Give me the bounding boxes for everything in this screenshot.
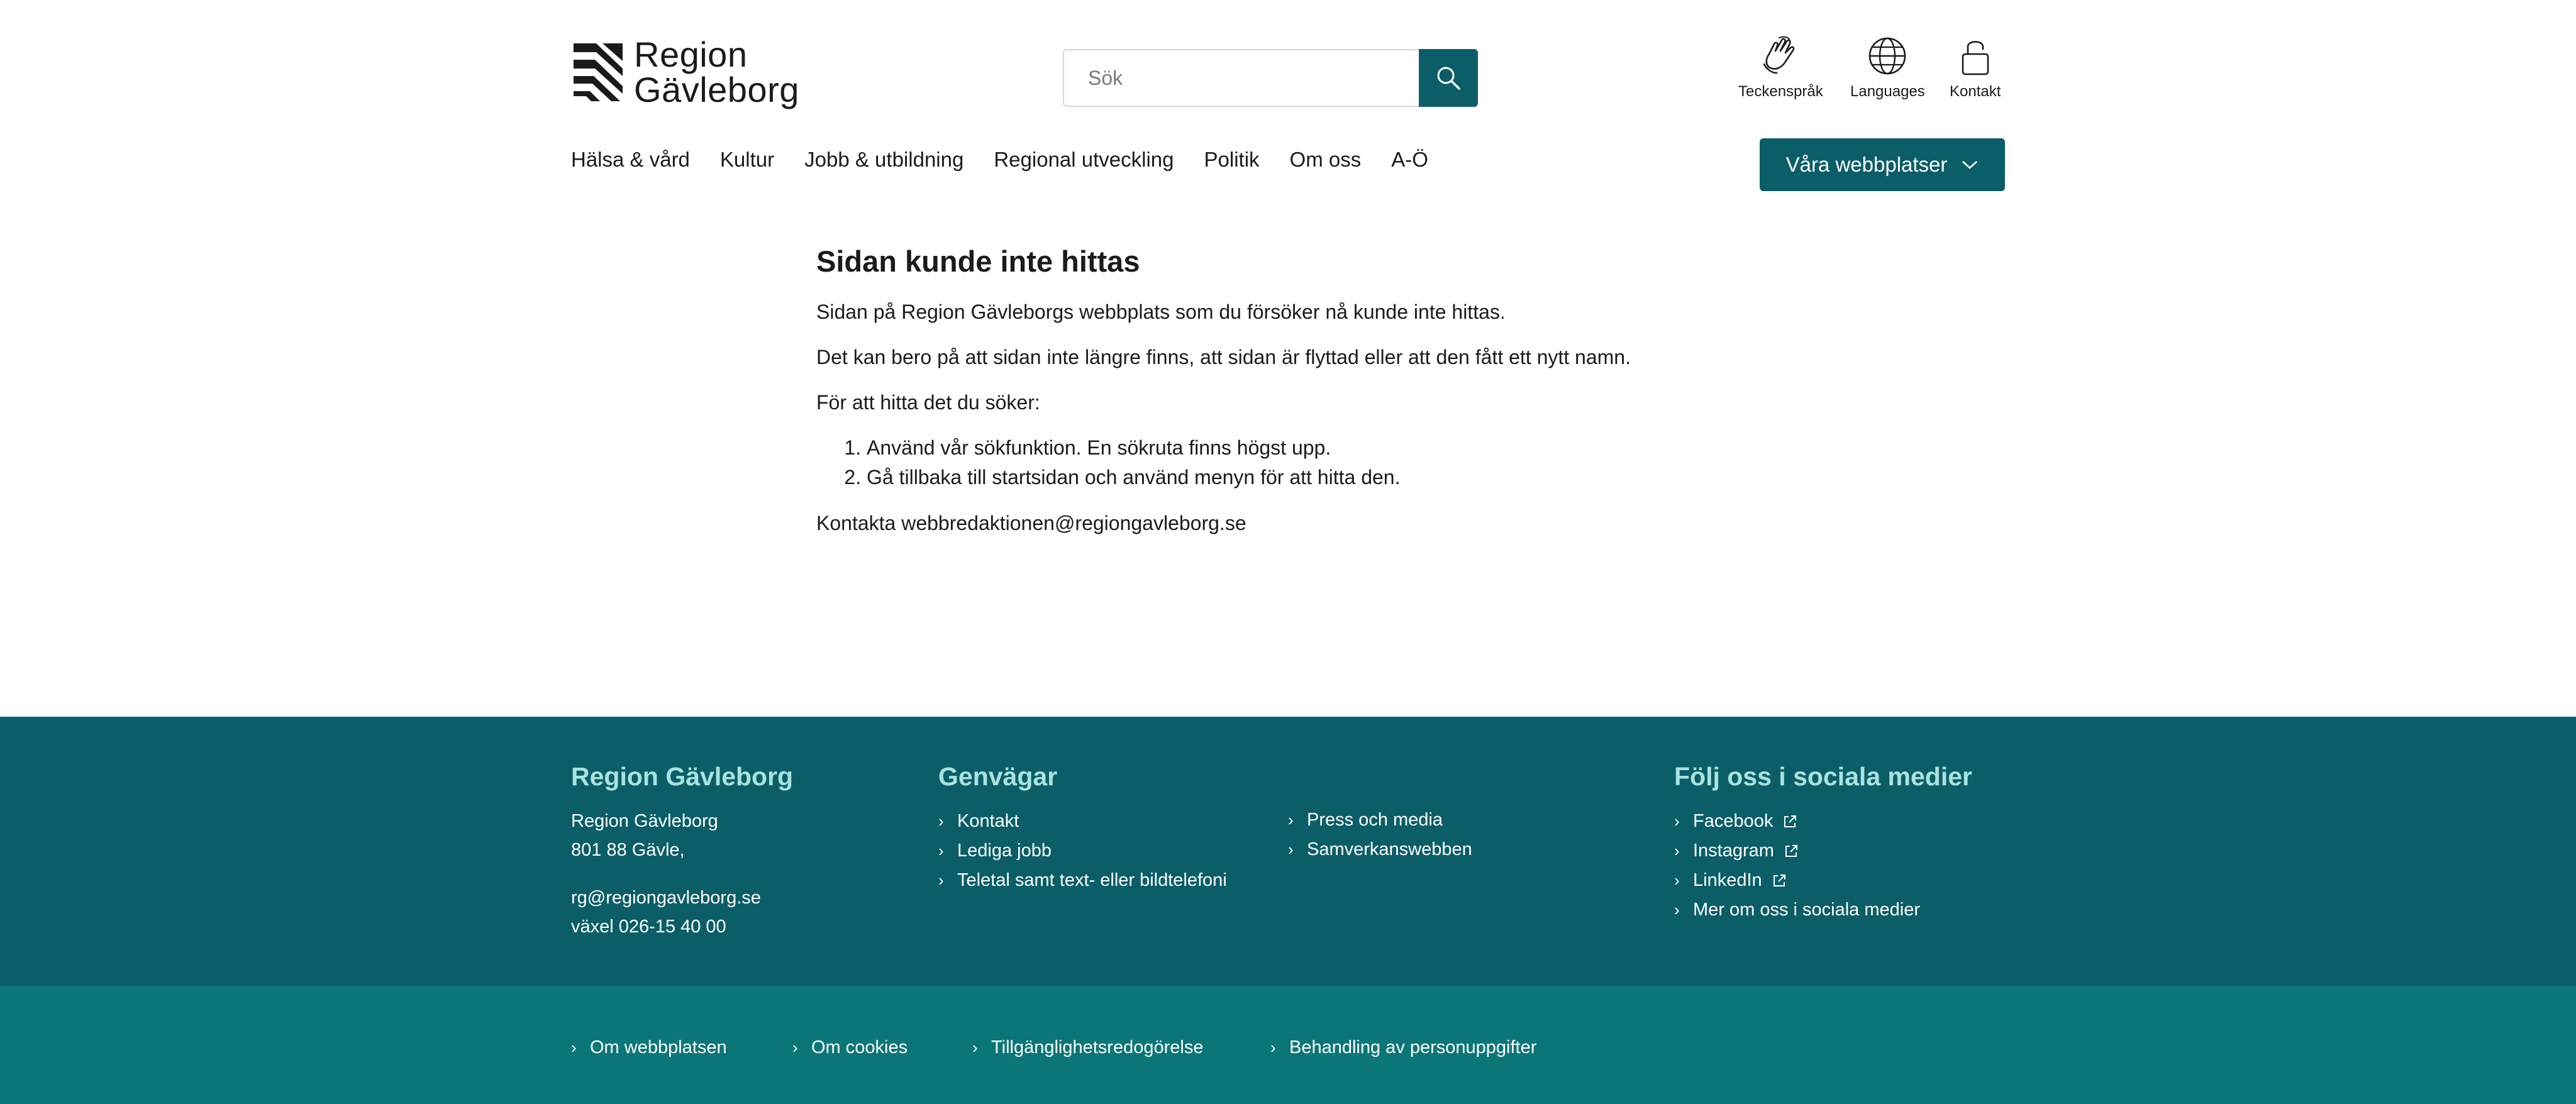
footer-link-label: Kontakt [957, 811, 1019, 831]
search-icon [1436, 65, 1461, 91]
footer-org-phone[interactable]: växel 026-15 40 00 [571, 917, 726, 937]
sign-language-link[interactable] [1738, 35, 1823, 101]
bottom-link-personuppgifter[interactable] [1270, 1037, 1536, 1058]
nav-item-halsa-vard[interactable]: Hälsa & vård [571, 148, 690, 171]
instructions-paragraph: För att hitta det du söker: [816, 391, 1040, 414]
main-navigation [571, 148, 1458, 172]
chevron-right-icon: › [972, 1038, 978, 1057]
chevron-right-icon: › [1288, 840, 1294, 859]
bottom-link-label: Tillgänglighetsredogörelse [991, 1037, 1204, 1057]
list-item: 2. Gå tillbaka till startsidan och använd menyn för att hitta den. [867, 463, 1760, 492]
footer-link-kontakt[interactable] [938, 807, 1227, 836]
steps-list [816, 433, 1760, 492]
footer-org-name: Region Gävleborg [571, 811, 718, 831]
footer-link-label: Facebook [1693, 811, 1774, 831]
footer-social-heading: Följ oss i sociala medier [1674, 762, 1972, 791]
our-websites-button[interactable] [1760, 138, 2005, 191]
search-input[interactable] [1063, 49, 1419, 107]
footer-link-label: LinkedIn [1693, 870, 1762, 890]
contact-label: Kontakt [1950, 83, 2001, 100]
region-gavleborg-logo[interactable] [571, 35, 810, 110]
chevron-right-icon: › [571, 1038, 577, 1057]
footer-link-more-social[interactable] [1674, 895, 1972, 925]
chevron-right-icon: › [938, 871, 944, 890]
page-title: Sidan kunde inte hittas [816, 245, 1140, 278]
chevron-down-icon [1961, 159, 1979, 170]
bottom-link-label: Behandling av personuppgifter [1289, 1037, 1537, 1057]
footer-spacer [571, 864, 793, 883]
footer-link-instagram[interactable] [1674, 836, 1972, 866]
external-link-icon [1771, 873, 1787, 889]
footer-link-label: Samverkanswebben [1307, 839, 1472, 859]
bottom-link-label: Om cookies [811, 1037, 908, 1057]
chevron-right-icon: › [1270, 1038, 1276, 1057]
sign-language-label: Teckenspråk [1738, 83, 1823, 100]
site-header [0, 0, 2576, 214]
search-form [1063, 49, 1478, 107]
chevron-right-icon: › [792, 1038, 798, 1057]
languages-label: Languages [1850, 83, 1925, 100]
footer [0, 717, 2576, 986]
footer-link-teletal[interactable] [938, 866, 1227, 895]
footer-org-column [571, 762, 793, 941]
logo-wordmark [634, 37, 799, 108]
our-websites-label: Våra webbplatser [1785, 153, 1948, 176]
footer-org-email[interactable]: rg@regiongavleborg.se [571, 888, 761, 908]
footer-social-column [1674, 762, 1972, 925]
footer-link-press-media[interactable] [1288, 805, 1472, 835]
footer-link-lediga-jobb[interactable] [938, 836, 1227, 866]
sign-language-hand-icon [1760, 35, 1801, 77]
languages-link[interactable] [1850, 35, 1925, 101]
footer-shortcuts-column [938, 762, 1227, 895]
search-button[interactable] [1419, 49, 1478, 107]
external-link-icon [1782, 814, 1798, 830]
contact-link[interactable] [1950, 35, 2001, 101]
nav-item-regional-utveckling[interactable]: Regional utveckling [994, 148, 1174, 171]
footer-org-address: 801 88 Gävle, [571, 840, 685, 860]
footer-org-heading: Region Gävleborg [571, 762, 794, 791]
nav-item-kultur[interactable]: Kultur [719, 148, 775, 171]
footer-link-label: Press och media [1307, 810, 1443, 830]
globe-icon [1867, 35, 1907, 77]
bottom-link-om-cookies[interactable] [792, 1037, 908, 1058]
contact-lock-icon [1955, 35, 1996, 77]
footer-shortcuts-heading: Genvägar [938, 762, 1058, 791]
list-item: 1. Använd vår sökfunktion. En sökruta finns högst upp. [867, 433, 1760, 463]
chevron-right-icon: › [938, 812, 944, 831]
footer-link-label: Lediga jobb [957, 841, 1052, 861]
logo-line-1: Region [634, 35, 748, 74]
external-link-icon [1783, 843, 1799, 859]
nav-item-a-o[interactable]: A-Ö [1391, 148, 1428, 171]
chevron-right-icon: › [1674, 871, 1680, 890]
chevron-right-icon: › [1674, 812, 1680, 831]
chevron-right-icon: › [938, 841, 944, 860]
footer-shortcuts-column-2 [1288, 805, 1472, 864]
footer-link-samverkanswebben[interactable] [1288, 835, 1472, 864]
logo-line-2: Gävleborg [634, 70, 799, 109]
nav-item-om-oss[interactable]: Om oss [1289, 148, 1362, 171]
logo-mark-icon [571, 38, 625, 106]
reason-paragraph: Det kan bero på att sidan inte längre finns, att sidan är flyttad eller att den fått ett nytt namn. [816, 346, 1631, 368]
nav-item-jobb-utbildning[interactable]: Jobb & utbildning [804, 148, 964, 171]
chevron-right-icon: › [1674, 900, 1680, 919]
bottom-link-om-webbplatsen[interactable] [571, 1037, 727, 1058]
chevron-right-icon: › [1288, 810, 1294, 829]
footer-link-label: Teletal samt text- eller bildtelefoni [957, 870, 1227, 890]
footer-link-linkedin[interactable] [1674, 866, 1972, 895]
chevron-right-icon: › [1674, 841, 1680, 860]
bottom-link-tillganglighet[interactable] [972, 1037, 1203, 1058]
footer-link-label: Instagram [1693, 841, 1774, 861]
footer-link-label: Mer om oss i sociala medier [1693, 900, 1920, 920]
bottom-link-label: Om webbplatsen [590, 1037, 727, 1057]
contact-paragraph[interactable]: Kontakta webbredaktionen@regiongavleborg.se [816, 512, 1246, 534]
footer-link-facebook[interactable] [1674, 807, 1972, 836]
nav-item-politik[interactable]: Politik [1204, 148, 1260, 171]
intro-paragraph: Sidan på Region Gävleborgs webbplats som du försöker nå kunde inte hittas. [816, 301, 1506, 323]
main-content [816, 244, 1760, 554]
